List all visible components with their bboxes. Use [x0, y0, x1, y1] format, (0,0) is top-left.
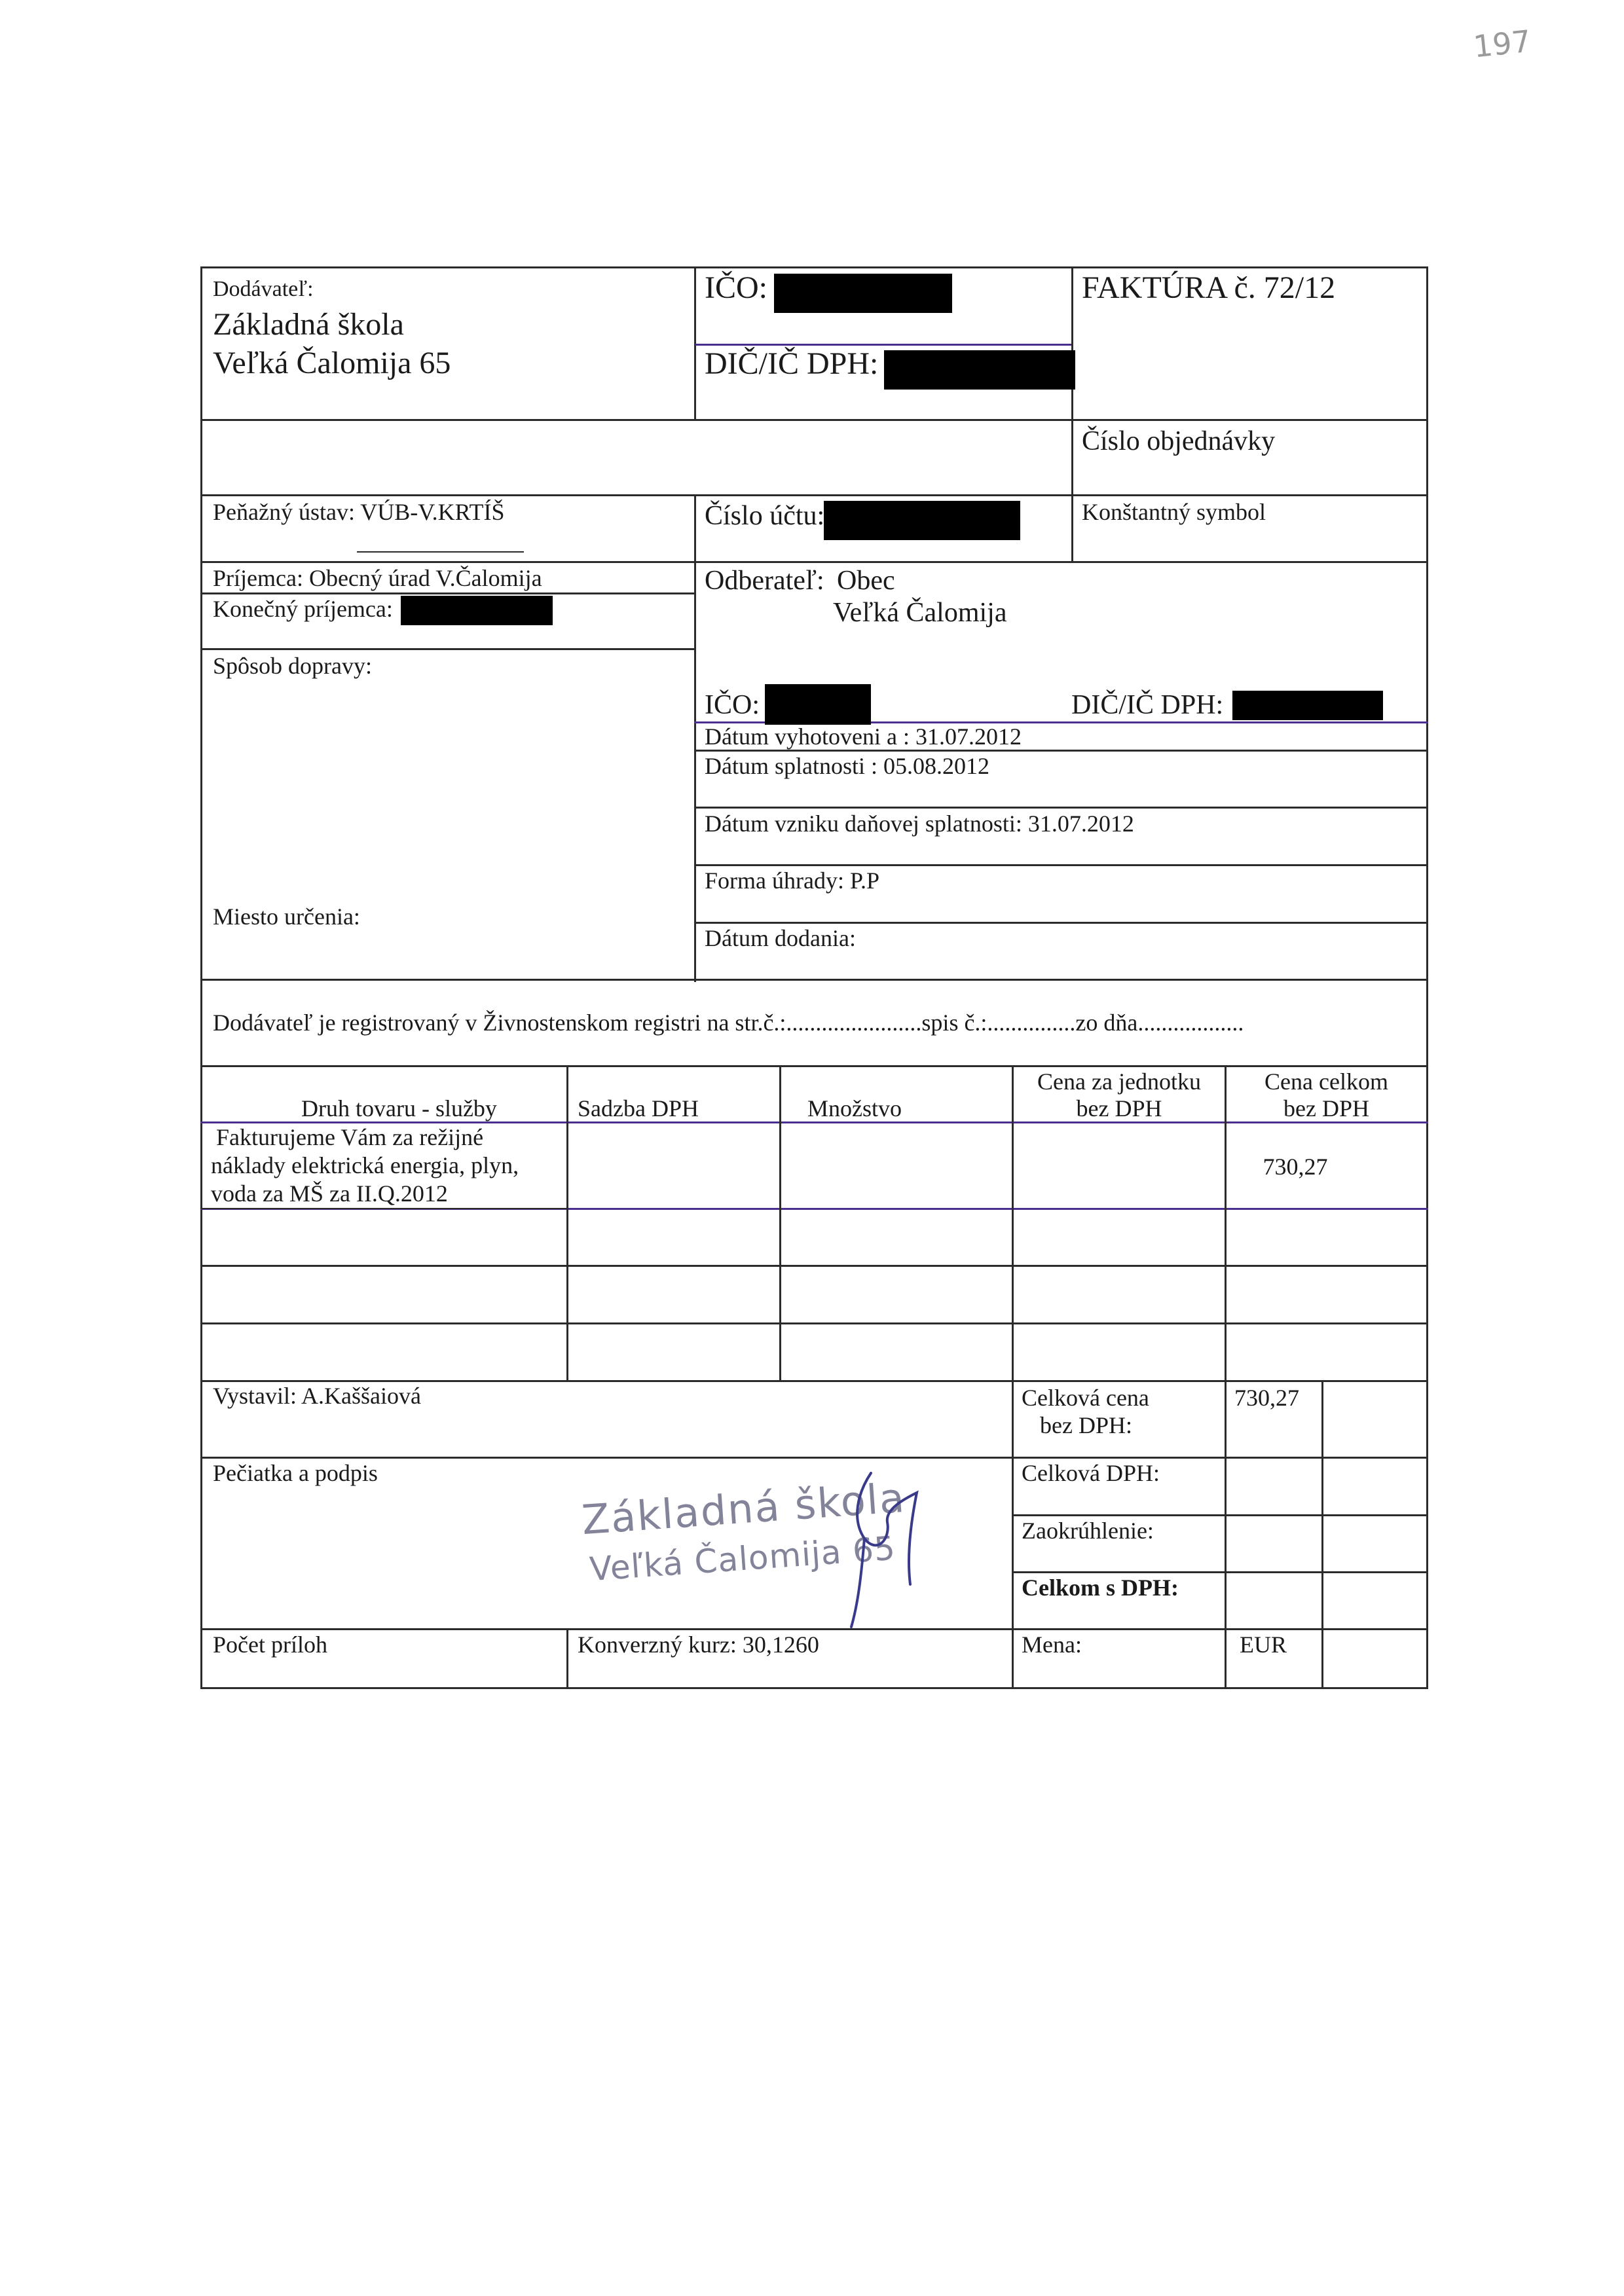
item-total: 730,27 — [1263, 1154, 1328, 1180]
school-stamp-line-2: Veľká Čalomija 65 — [588, 1529, 897, 1589]
item-desc-line-1: Fakturujeme Vám za režijné — [216, 1124, 484, 1150]
header-unit-price-2: bez DPH — [1076, 1095, 1162, 1121]
header-vat-rate: Sadzba DPH — [578, 1095, 699, 1121]
redacted-customer-dic — [1232, 691, 1383, 720]
order-number-label: Číslo objednávky — [1082, 426, 1276, 456]
issued-by: Vystavil: A.Kaššaiová — [213, 1383, 421, 1409]
payment-form: Forma úhrady: P.P — [705, 867, 880, 894]
supplier-dic-label: DIČ/IČ DPH: — [705, 346, 879, 381]
supplier-label: Dodávateľ: — [213, 277, 314, 301]
delivery-date-label: Dátum dodania: — [705, 925, 856, 951]
bank-label: Peňažný ústav: VÚB-V.KRTÍŠ — [213, 499, 505, 525]
footer-col-1 — [566, 1628, 568, 1689]
tax-date: Dátum vzniku daňovej splatnosti: 31.07.2012 — [705, 811, 1134, 837]
header-unit-price-1: Cena za jednotku — [1037, 1068, 1201, 1095]
row-line-2 — [200, 494, 1428, 496]
customer-label: Odberateľ: — [705, 566, 824, 596]
total-without-vat-value: 730,27 — [1234, 1385, 1299, 1411]
divider-bank — [694, 494, 696, 982]
invoice-title: FAKTÚRA č. 72/12 — [1082, 270, 1336, 305]
items-col-3 — [1012, 1065, 1014, 1689]
total-without-vat-label-1: Celková cena — [1022, 1385, 1149, 1411]
items-row-3-line — [200, 1322, 1428, 1324]
constant-symbol-label: Konštantný symbol — [1082, 499, 1266, 525]
redacted-supplier-dic — [884, 350, 1075, 390]
supplier-ico-label: IČO: — [705, 270, 767, 305]
total-without-vat-label-2: bez DPH: — [1040, 1412, 1132, 1438]
footer-line-2 — [1012, 1514, 1428, 1516]
currency-label: Mena: — [1022, 1631, 1082, 1658]
footer-line-3 — [1012, 1571, 1428, 1573]
customer-ico-label: IČO: — [705, 690, 760, 720]
item-desc-underline — [200, 1208, 567, 1209]
rounding-label: Zaokrúhlenie: — [1022, 1518, 1154, 1544]
footer-line-1 — [200, 1457, 1428, 1459]
total-with-vat-label: Celkom s DPH: — [1022, 1575, 1179, 1601]
customer-address: Veľká Čalomija — [833, 598, 1007, 628]
final-recipient-line — [200, 648, 694, 650]
redacted-account — [824, 501, 1020, 540]
items-col-2 — [779, 1065, 781, 1380]
account-label: Číslo účtu: — [705, 501, 825, 531]
row-line-3 — [200, 561, 1428, 563]
redacted-supplier-ico — [774, 274, 952, 313]
transport-label: Spôsob dopravy: — [213, 653, 372, 679]
issue-date: Dátum vyhotoveni a : 31.07.2012 — [705, 723, 1022, 750]
redacted-final-recipient — [401, 596, 553, 625]
frame-top — [200, 266, 1428, 268]
customer-due-line — [694, 807, 1428, 809]
page-number-handwritten: 197 — [1471, 23, 1533, 65]
footer-col-extra — [1321, 1380, 1323, 1689]
frame-right — [1426, 266, 1428, 1689]
due-date: Dátum splatnosti : 05.08.2012 — [705, 753, 989, 779]
customer-payment-line — [694, 922, 1428, 924]
currency-value: EUR — [1240, 1631, 1287, 1658]
total-vat-label: Celková DPH: — [1022, 1460, 1160, 1486]
header-quantity: Množstvo — [807, 1095, 902, 1121]
supplier-address: Veľká Čalomija 65 — [213, 346, 451, 380]
customer-tax-line — [694, 864, 1428, 866]
conversion-rate: Konverzný kurz: 30,1260 — [578, 1631, 819, 1658]
attachments-label: Počet príloh — [213, 1631, 327, 1658]
customer-name: Obec — [837, 566, 895, 596]
recipient: Príjemca: Obecný úrad V.Čalomija — [213, 565, 542, 591]
destination-label: Miesto určenia: — [213, 903, 360, 930]
customer-dic-label: DIČ/IČ DPH: — [1071, 690, 1224, 720]
header-item: Druh tovaru - služby — [301, 1095, 497, 1121]
final-recipient-label: Konečný príjemca: — [213, 596, 393, 622]
items-row-4-line — [200, 1380, 1428, 1382]
frame-left — [200, 266, 202, 1689]
header-total-2: bez DPH — [1283, 1095, 1369, 1121]
header-total-1: Cena celkom — [1264, 1068, 1388, 1095]
row-line-4 — [200, 979, 1428, 981]
item-desc-line-2: náklady elektrická energia, plyn, — [211, 1152, 519, 1178]
signature — [773, 1467, 943, 1637]
registration-note: Dodávateľ je registrovaný v Živnostenskom registri na str.č.:.......................spis č.:...............zo dňa.................. — [213, 1010, 1244, 1036]
frame-bottom — [200, 1687, 1428, 1689]
recipient-line — [200, 592, 694, 594]
divider-header-2 — [1071, 266, 1073, 561]
bank-underline — [357, 551, 524, 553]
supplier-name: Základná škola — [213, 307, 404, 342]
row-line-5 — [200, 1065, 1428, 1067]
redacted-customer-ico — [765, 684, 871, 725]
row-line-1 — [200, 419, 1428, 421]
items-row-2-line — [200, 1265, 1428, 1267]
stamp-signature-label: Pečiatka a podpis — [213, 1460, 378, 1486]
item-desc-line-3: voda za MŠ za II.Q.2012 — [211, 1180, 448, 1207]
items-col-1 — [566, 1065, 568, 1380]
school-stamp-line-1: Základná škola — [580, 1473, 908, 1544]
